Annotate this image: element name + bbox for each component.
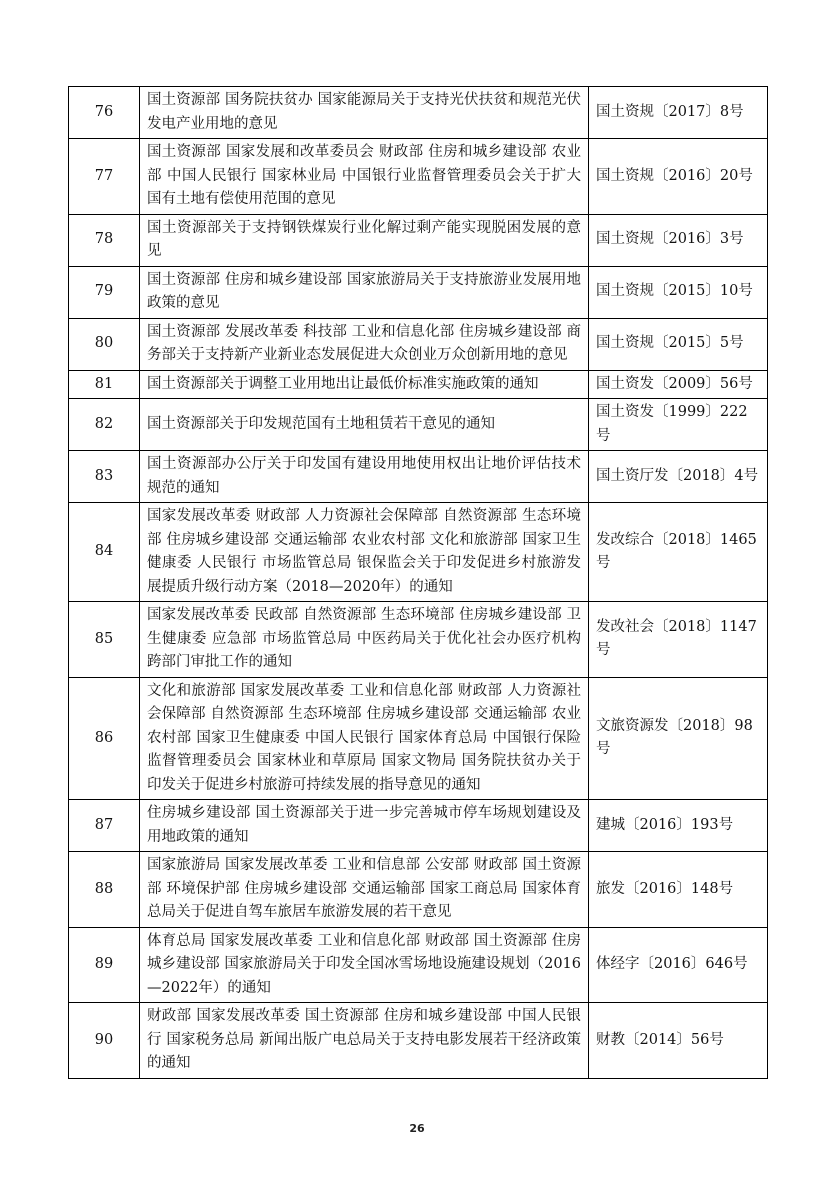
regulation-table xyxy=(68,86,768,1079)
document-title-cell: 国土资源部关于支持钢铁煤炭行业化解过剩产能实现脱困发展的意见 xyxy=(140,214,589,266)
document-number-cell: 建城〔2016〕193号 xyxy=(589,800,768,852)
document-number-cell: 财教〔2014〕56号 xyxy=(589,1003,768,1079)
document-title-cell: 国土资源部 发展改革委 科技部 工业和信息化部 住房城乡建设部 商务部关于支持新产业新业态发展促进大众创业万众创新用地的意见 xyxy=(140,318,589,370)
table-row xyxy=(69,451,768,503)
table-row xyxy=(69,318,768,370)
document-title-cell: 财政部 国家发展改革委 国土资源部 住房和城乡建设部 中国人民银行 国家税务总局 新闻出版广电总局关于支持电影发展若干经济政策的通知 xyxy=(140,1003,589,1079)
document-title-cell: 国土资源部关于印发规范国有土地租赁若干意见的通知 xyxy=(140,399,589,451)
document-title-cell: 国家发展改革委 民政部 自然资源部 生态环境部 住房城乡建设部 卫生健康委 应急部 市场监管总局 中医药局关于优化社会办医疗机构跨部门审批工作的通知 xyxy=(140,602,589,678)
table-row xyxy=(69,214,768,266)
document-number-cell: 体经字〔2016〕646号 xyxy=(589,927,768,1003)
document-number-cell: 国土资规〔2016〕3号 xyxy=(589,214,768,266)
document-number-cell: 国土资规〔2015〕5号 xyxy=(589,318,768,370)
document-number-cell: 文旅资源发〔2018〕98号 xyxy=(589,677,768,800)
row-number-cell: 84 xyxy=(69,503,140,602)
document-number-cell: 旅发〔2016〕148号 xyxy=(589,852,768,928)
row-number-cell: 90 xyxy=(69,1003,140,1079)
document-title-cell: 国家旅游局 国家发展改革委 工业和信息部 公安部 财政部 国土资源部 环境保护部 住房城乡建设部 交通运输部 国家工商总局 国家体育总局关于促进自驾车旅居车旅游发展的若干意见 xyxy=(140,852,589,928)
table-row xyxy=(69,139,768,215)
row-number-cell: 80 xyxy=(69,318,140,370)
document-title-cell: 国家发展改革委 财政部 人力资源社会保障部 自然资源部 生态环境部 住房城乡建设部 交通运输部 农业农村部 文化和旅游部 国家卫生健康委 人民银行 市场监管总局 银保监会关于印发促进乡村旅游发展提质升级行动方案（2018—2020年）的通知 xyxy=(140,503,589,602)
table-row xyxy=(69,602,768,678)
table-row xyxy=(69,677,768,800)
page-number: 26 xyxy=(409,1122,425,1135)
row-number-cell: 82 xyxy=(69,399,140,451)
document-number-cell: 国土资发〔2009〕56号 xyxy=(589,370,768,399)
document-title-cell: 住房城乡建设部 国土资源部关于进一步完善城市停车场规划建设及用地政策的通知 xyxy=(140,800,589,852)
table-row xyxy=(69,370,768,399)
table-row xyxy=(69,503,768,602)
table-row xyxy=(69,266,768,318)
document-title-cell: 国土资源部关于调整工业用地出让最低价标准实施政策的通知 xyxy=(140,370,589,399)
document-title-cell: 国土资源部 国务院扶贫办 国家能源局关于支持光伏扶贫和规范光伏发电产业用地的意见 xyxy=(140,87,589,139)
document-number-cell: 发改社会〔2018〕1147号 xyxy=(589,602,768,678)
row-number-cell: 76 xyxy=(69,87,140,139)
row-number-cell: 86 xyxy=(69,677,140,800)
table-row xyxy=(69,800,768,852)
document-number-cell: 国土资厅发〔2018〕4号 xyxy=(589,451,768,503)
document-title-cell: 国土资源部 住房和城乡建设部 国家旅游局关于支持旅游业发展用地政策的意见 xyxy=(140,266,589,318)
document-number-cell: 国土资发〔1999〕222号 xyxy=(589,399,768,451)
row-number-cell: 88 xyxy=(69,852,140,928)
document-number-cell: 发改综合〔2018〕1465号 xyxy=(589,503,768,602)
document-number-cell: 国土资规〔2015〕10号 xyxy=(589,266,768,318)
table-row xyxy=(69,1003,768,1079)
table-row xyxy=(69,927,768,1003)
table-row xyxy=(69,399,768,451)
row-number-cell: 77 xyxy=(69,139,140,215)
row-number-cell: 81 xyxy=(69,370,140,399)
document-number-cell: 国土资规〔2017〕8号 xyxy=(589,87,768,139)
row-number-cell: 83 xyxy=(69,451,140,503)
row-number-cell: 87 xyxy=(69,800,140,852)
row-number-cell: 79 xyxy=(69,266,140,318)
document-number-cell: 国土资规〔2016〕20号 xyxy=(589,139,768,215)
document-title-cell: 文化和旅游部 国家发展改革委 工业和信息化部 财政部 人力资源社会保障部 自然资源部 生态环境部 住房城乡建设部 交通运输部 农业农村部 国家卫生健康委 中国人民银行 国家体育总局 中国银行保险监督管理委员会 国家林业和草原局 国家文物局 国务院扶贫办关于印发关于促进乡村旅游可持续发展的指导意见的通知 xyxy=(140,677,589,800)
row-number-cell: 85 xyxy=(69,602,140,678)
table-row xyxy=(69,852,768,928)
row-number-cell: 78 xyxy=(69,214,140,266)
table-row xyxy=(69,87,768,139)
row-number-cell: 89 xyxy=(69,927,140,1003)
document-title-cell: 国土资源部办公厅关于印发国有建设用地使用权出让地价评估技术规范的通知 xyxy=(140,451,589,503)
document-title-cell: 体育总局 国家发展改革委 工业和信息化部 财政部 国土资源部 住房城乡建设部 国家旅游局关于印发全国冰雪场地设施建设规划（2016—2022年）的通知 xyxy=(140,927,589,1003)
document-title-cell: 国土资源部 国家发展和改革委员会 财政部 住房和城乡建设部 农业部 中国人民银行 国家林业局 中国银行业监督管理委员会关于扩大国有土地有偿使用范围的意见 xyxy=(140,139,589,215)
